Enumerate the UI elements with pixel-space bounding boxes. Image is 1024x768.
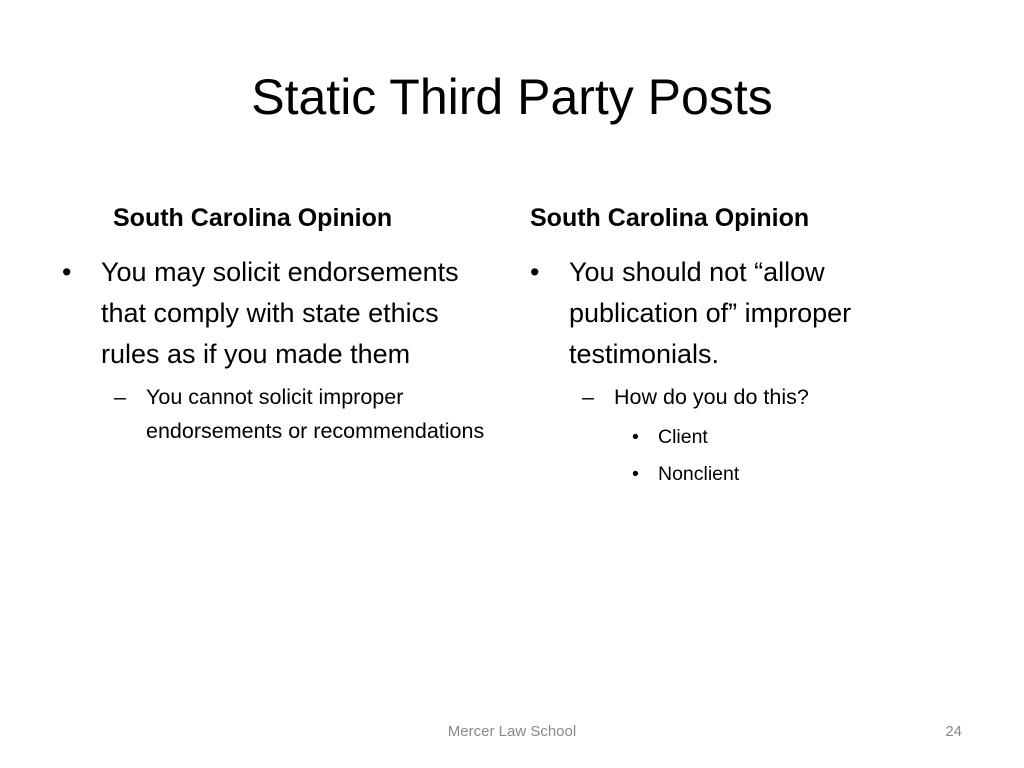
bullet-text: You may solicit endorsements that comply with state ethics rules as if you made them (101, 257, 459, 369)
sub-sub-bullet-item-nonclient (526, 459, 956, 489)
sub-sub-bullet-item-client (526, 422, 956, 452)
dash-marker: – (582, 385, 594, 409)
right-column-body (526, 252, 956, 489)
slide-title: Static Third Party Posts (251, 69, 773, 125)
bullet-item (526, 252, 956, 375)
bullet-marker: • (632, 462, 639, 485)
footer-text: Mercer Law School (447, 723, 577, 740)
dash-marker: – (114, 385, 126, 409)
bullet-item (58, 252, 488, 375)
sub-bullet-item (526, 381, 956, 415)
sub-sub-bullet-text: Nonclient (658, 462, 740, 485)
page-number: 24 (945, 723, 962, 740)
sub-bullet-text: You cannot solicit improper endorsements or recommendations (146, 385, 485, 443)
sub-sub-bullet-text: Client (658, 425, 708, 448)
right-column-heading: South Carolina Opinion (530, 204, 810, 232)
left-column-heading: South Carolina Opinion (113, 204, 393, 232)
bullet-text: You should not “allow publication of” improper testimonials. (569, 257, 852, 369)
bullet-marker: • (632, 425, 639, 448)
bullet-marker: • (62, 257, 72, 287)
bullet-marker: • (530, 257, 540, 287)
sub-bullet-item (58, 381, 488, 448)
sub-bullet-text: How do you do this? (614, 385, 809, 409)
left-column-body (58, 252, 488, 448)
